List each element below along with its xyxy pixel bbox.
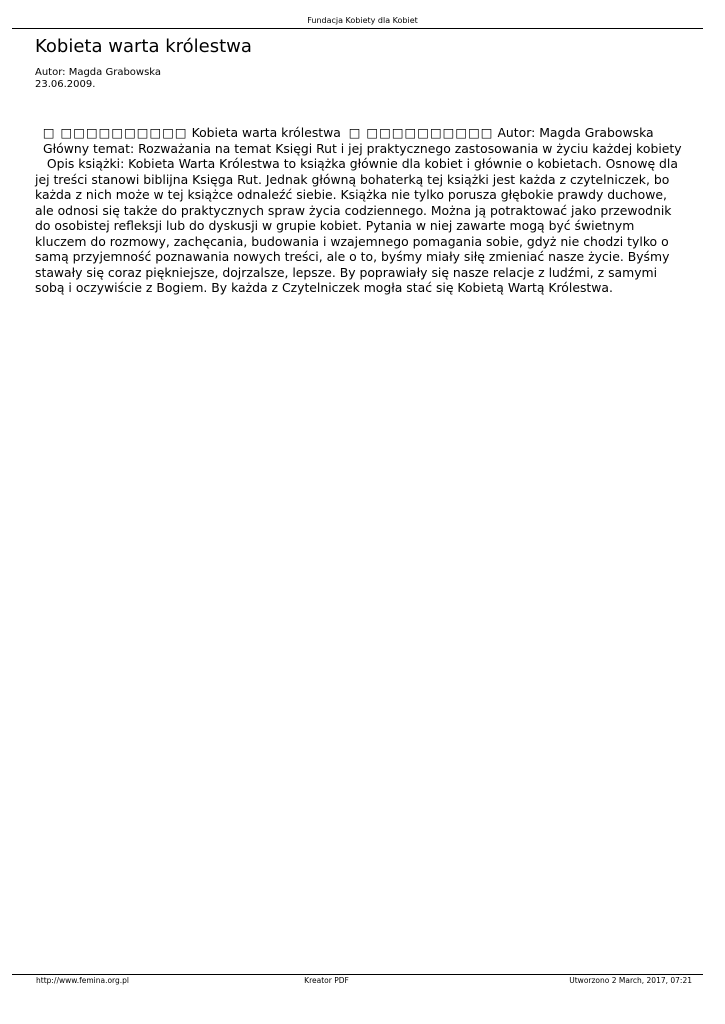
footer-divider [12, 974, 703, 975]
book-title-inline: Kobieta warta królestwa [191, 125, 341, 140]
missing-glyphs-1: □ □□□□□□□□□□ [42, 125, 188, 140]
article-body [35, 125, 683, 296]
book-author-inline: Autor: Magda Grabowska [497, 125, 654, 140]
article-meta [35, 67, 161, 91]
header-divider [12, 28, 703, 29]
book-description-text: Opis książki: Kobieta Warta Królestwa to książka głównie dla kobiet i głównie o kobietach. Osnowę dla jej treści stanowi biblijna Księga Rut. Jednak główną bohaterką tej książki jest każda z czytelniczek, bo każda z nich może w tej książce odnaleźć siebie. Książka nie tylko porusza głębokie prawdy duchowe, ale odnosi się także do praktycznych spraw życia codziennego. Można ją potraktować jako przewodnik do osobistej refleksji lub do dyskusji w grupie kobiet. Pytania w niej zawarte mogą być świetnym kluczem do rozmowy, zachęcania, budowania i wzajemnego pomagania sobie, gdyż nie chodzi tylko o samą przyjemność poznawania nowych treści, ale o to, byśmy miały siłę zmieniać nasze życie. Byśmy stawały się coraz piękniejsze, dojrzalsze, lepsze. By poprawiały się nasze relacje z ludźmi, z samymi sobą i oczywiście z Bogiem. By każda z Czytelniczek mogła stać się Kobietą Wartą Królestwa. [35, 156, 678, 295]
footer-creator: Kreator PDF [304, 976, 349, 985]
author-line: Autor: Magda Grabowska [35, 67, 162, 78]
book-heading-line [35, 125, 683, 141]
publish-date: 23.06.2009. [35, 79, 96, 90]
footer-url: http://www.femina.org.pl [36, 976, 129, 985]
footer-created-date: Utworzono 2 March, 2017, 07:21 [569, 976, 692, 985]
main-topic: Główny temat: Rozważania na temat Księgi Rut i jej praktycznego zastosowania w życiu każdej kobiety [43, 140, 682, 156]
missing-glyphs-2: □ □□□□□□□□□□ [348, 125, 494, 140]
site-header: Fundacja Kobiety dla Kobiet [307, 16, 418, 25]
article-title: Kobieta warta królestwa [35, 36, 252, 57]
book-description [35, 156, 683, 296]
